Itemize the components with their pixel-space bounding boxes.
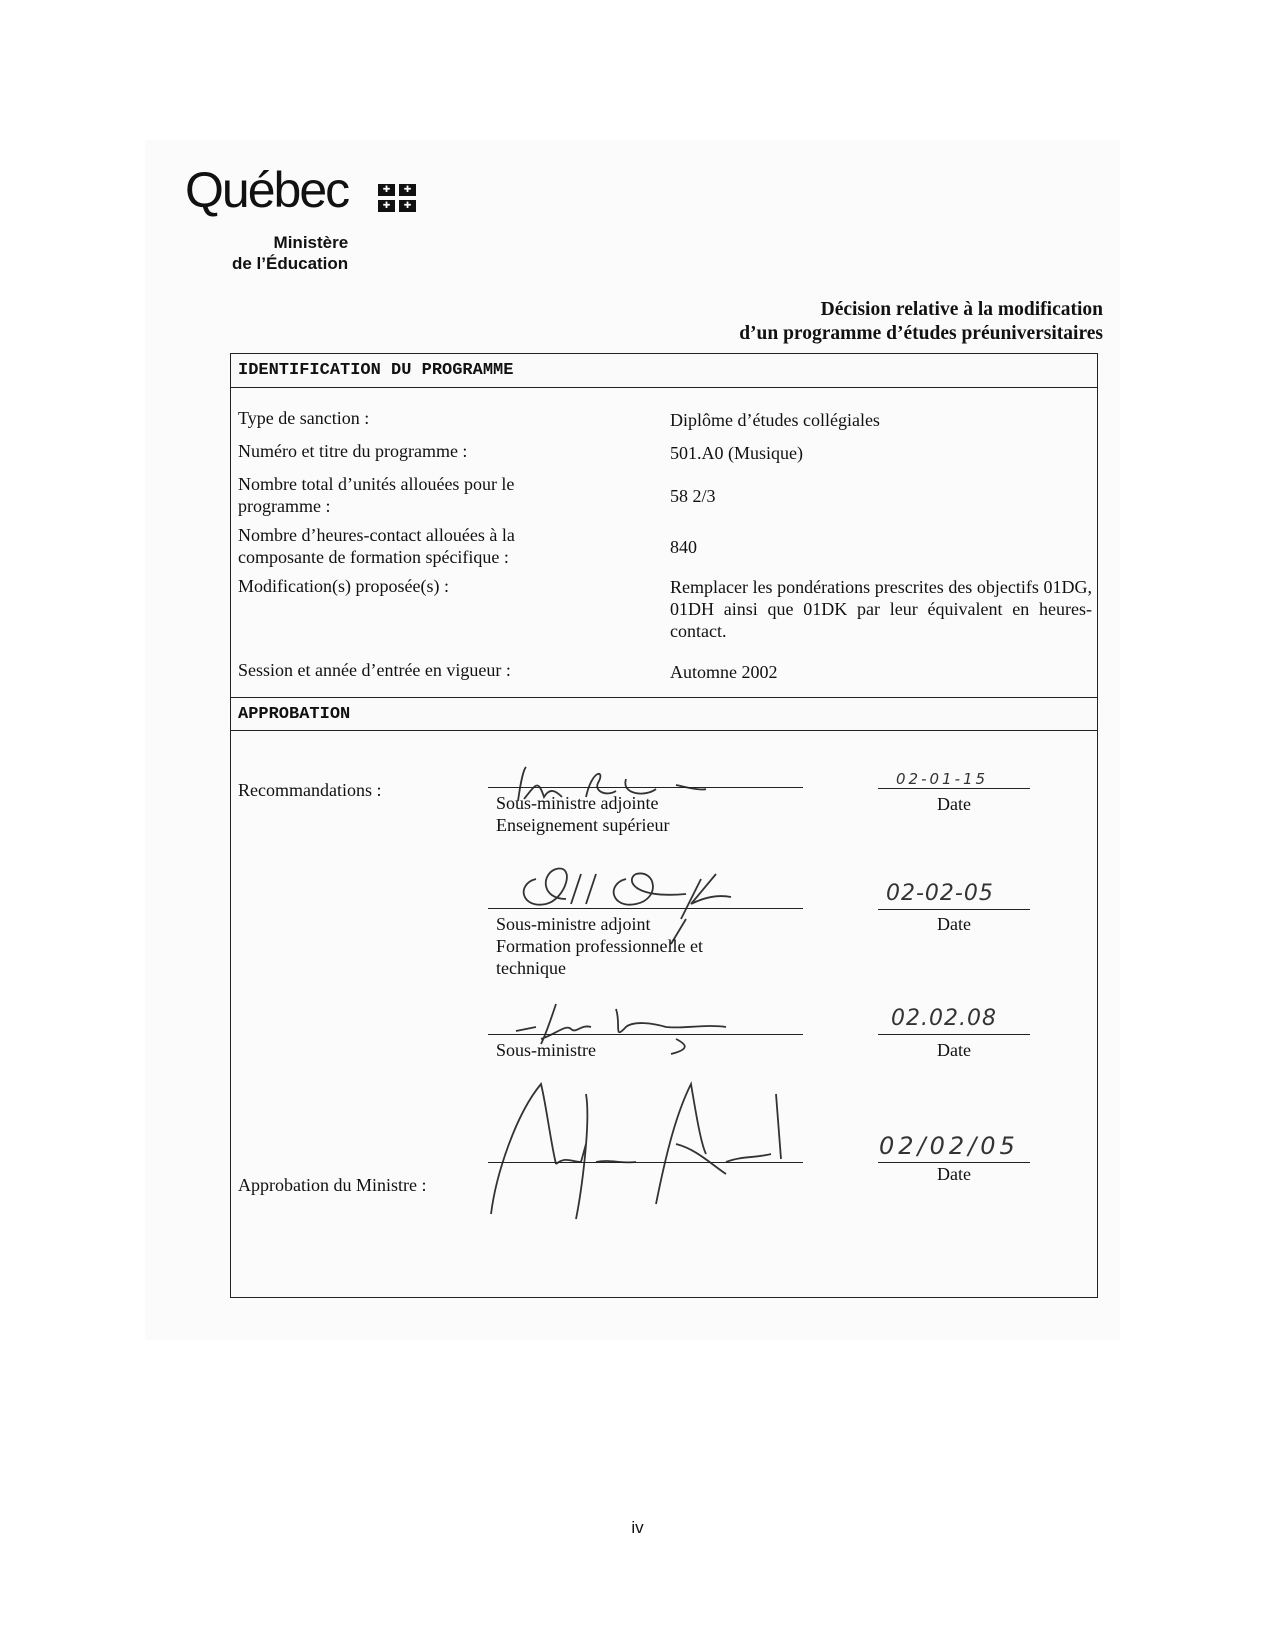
identification-heading: IDENTIFICATION DU PROGRAMME (238, 361, 514, 380)
logo-wordmark: Québec (185, 162, 349, 218)
title-line-2: d’un programme d’études préuniversitaires (739, 323, 1103, 344)
date-1-handwritten: 02-01-15 (896, 770, 989, 788)
date-line-1 (878, 788, 1030, 789)
approbation-header (231, 697, 1097, 731)
date-line-4 (878, 1162, 1030, 1163)
row-value: 58 2/3 (670, 486, 716, 506)
row-label: Nombre total d’unités allouées pour le programme : (238, 474, 515, 516)
row-value: Automne 2002 (670, 662, 778, 682)
date-line-3 (878, 1034, 1030, 1035)
approbation-heading: APPROBATION (238, 705, 351, 724)
title-line-1: Décision relative à la modification (820, 299, 1103, 320)
row-value: Remplacer les pondérations prescrites des objectifs 01DG, 01DH ainsi que 01DK par leur équivalent en heures-contact. (670, 577, 1092, 641)
quebec-logo (185, 162, 412, 218)
date-line-2 (878, 909, 1030, 910)
form-box (230, 353, 1098, 1298)
date-4-label: Date (937, 1164, 971, 1184)
signature-minister (486, 1074, 806, 1224)
signature-line-1 (488, 787, 803, 788)
page-number: iv (631, 1518, 644, 1537)
signatory-1-title: Sous-ministre adjointe (496, 793, 659, 813)
row-value: 501.A0 (Musique) (670, 443, 803, 463)
row-label: Session et année d’entrée en vigueur : (238, 660, 511, 680)
date-3-handwritten: 02.02.08 (891, 1006, 997, 1031)
row-label: Numéro et titre du programme : (238, 441, 468, 461)
date-2-label: Date (937, 914, 971, 934)
ministry-line-2: de l’Éducation (232, 254, 349, 273)
row-label: Type de sanction : (238, 408, 370, 428)
date-1-label: Date (937, 794, 971, 814)
signatory-3-title: Sous-ministre (496, 1040, 597, 1060)
signature-line-3 (488, 1034, 803, 1035)
ministry-line-1: Ministère (273, 233, 349, 252)
signatory-2-subtitle-cont: technique (496, 958, 566, 978)
ministry-name (232, 232, 348, 274)
row-value: 840 (670, 537, 697, 557)
row-value: Diplôme d’études collégiales (670, 410, 880, 430)
ministre-approval-label: Approbation du Ministre : (238, 1175, 427, 1195)
date-4-handwritten: 02/02/05 (879, 1132, 1019, 1160)
signatory-1-subtitle: Enseignement supérieur (496, 815, 670, 835)
identification-header (231, 354, 1097, 388)
date-2-handwritten: 02-02-05 (886, 881, 994, 906)
signatory-2-title: Sous-ministre adjoint (496, 914, 651, 934)
row-label: Nombre d’heures-contact allouées à la composante de formation spécifique : (238, 525, 515, 567)
signatory-2-subtitle: Formation professionnelle et (496, 936, 703, 956)
signature-line-minister (488, 1162, 803, 1163)
date-3-label: Date (937, 1040, 971, 1060)
signature-line-2 (488, 908, 803, 909)
row-label: Modification(s) proposée(s) : (238, 576, 449, 596)
recommandations-label: Recommandations : (238, 780, 382, 800)
fleur-de-lis-flag-icon: ✚ ✚ ✚ ✚ (378, 184, 416, 212)
document-title (739, 298, 1103, 346)
